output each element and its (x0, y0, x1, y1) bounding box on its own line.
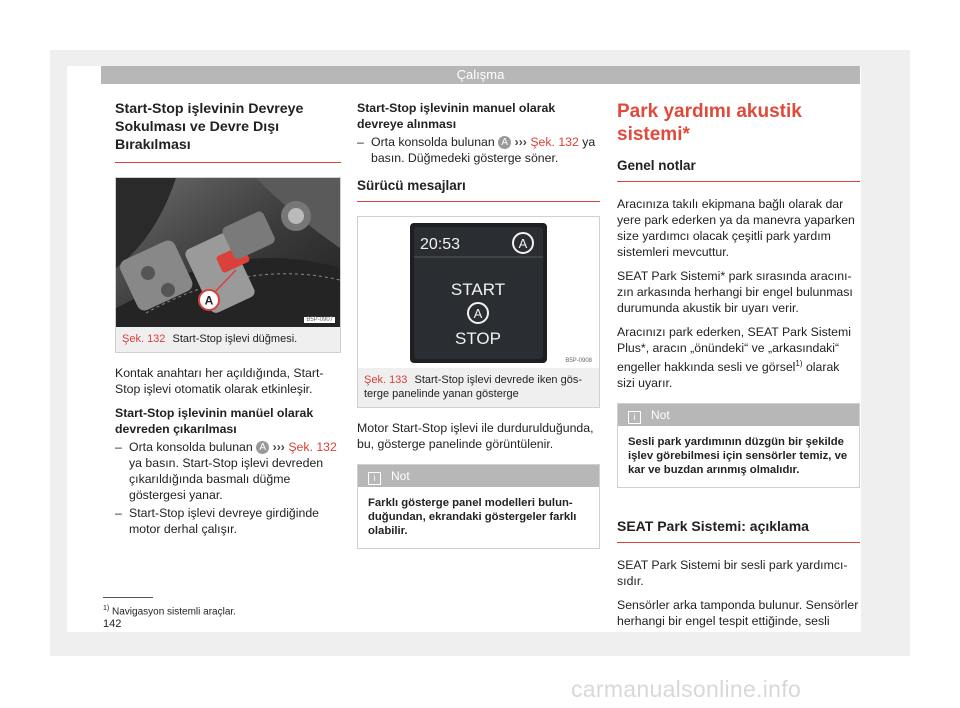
section-heading-block (357, 178, 600, 202)
list-dash: – (115, 440, 122, 454)
figure-label-a: A (204, 293, 214, 308)
paragraph: SEAT Park Sistemi bir sesli park yardımcısıdır. (617, 558, 848, 589)
note-title: Not (391, 469, 410, 483)
figure-link[interactable]: Şek. 132 (288, 440, 337, 454)
watermark: carmanualsonline.info (571, 676, 802, 702)
figure-132 (115, 177, 341, 353)
display-start-label: START (450, 280, 506, 299)
figure-link[interactable]: Şek. 132 (530, 135, 579, 149)
column-left (115, 96, 341, 545)
paragraph-text: Aracınızı park ederken, SEAT Park Sistemi Plus*, aracın „önündeki“ ve „arkasındaki“ engeller hakkında sesli ve görsel (617, 325, 851, 375)
list-dash: – (115, 506, 122, 520)
subheading: Start-Stop işlevinin manuel olarak devreye alınması (357, 101, 556, 131)
start-stop-icon: A (473, 306, 483, 321)
display-stop-label: STOP (455, 329, 501, 348)
page-number: 142 (103, 618, 122, 630)
list-item (115, 505, 341, 537)
section-header: Çalışma (101, 66, 860, 84)
footnote (103, 605, 236, 617)
subheading: Start-Stop işlevinin manüel olarak devreden çıkarılması (115, 406, 314, 436)
console-photo-illustration (116, 178, 340, 327)
list-item-text: Orta konsolda bulunan (371, 135, 495, 149)
button-a-badge: A (256, 441, 269, 454)
section-heading-block (115, 100, 341, 163)
figure-ref: Şek. 133 (364, 374, 408, 386)
auto-stop-icon: A (518, 236, 528, 251)
paragraph: Sensörler arka tamponda bulunur. Sensörler herhangi bir engel tespit ettiğinde, sesli (617, 598, 859, 629)
footnote-divider (103, 597, 153, 598)
list-item-text: Orta konsolda bulunan (129, 440, 253, 454)
figure-caption (116, 327, 340, 352)
list-item (357, 134, 600, 166)
figure-ref: Şek. 132 (122, 333, 166, 345)
figure-133 (357, 216, 600, 408)
chevron-icon: ››› (514, 135, 527, 149)
paragraph (617, 324, 860, 391)
list-item-text: ya basın. Düğmedeki gösterge söner. (371, 135, 596, 165)
note-box (357, 464, 600, 549)
paragraph-text: olarak sizi uyarır. (617, 360, 840, 391)
instrument-display-illustration (358, 217, 599, 368)
figure-caption (358, 368, 599, 407)
note-title: Not (651, 408, 670, 423)
button-a-badge: A (498, 136, 511, 149)
info-icon: i (368, 472, 381, 485)
column-middle (357, 96, 600, 549)
paragraph: Aracınıza takılı ekipmana bağlı olarak dar yere park ederken ya da manevra yaparken size yardımcı olacak çeşitli park yardım sistemleri mevcuttur. (617, 197, 855, 259)
paragraph: Motor Start-Stop işlevi ile durdurulduğunda, bu, gösterge panelinde görüntülenir. (357, 421, 594, 451)
figure-code: B5P-0908 (565, 358, 592, 364)
paragraph: SEAT Park Sistemi* park sırasında aracınızın arkasında herhangi bir engel bulunması durumunda akustik bir uyarı verir. (617, 269, 853, 315)
note-box (617, 403, 860, 488)
section-heading: SEAT Park Sistemi: açıklama (617, 518, 809, 535)
footnote-text: Navigasyon sistemli araçlar. (112, 606, 236, 618)
section-heading: Sürücü mesajları (357, 178, 466, 193)
footnote-number: 1) (103, 605, 110, 612)
figure-image-dashboard (358, 217, 599, 368)
list-item-text: Start-Stop işlevi devreye girdiğinde motor derhal çalışır. (129, 506, 320, 536)
column-right (617, 96, 860, 637)
list-dash: – (357, 135, 364, 149)
figure-image-start-stop-button (116, 178, 340, 327)
section-heading-block (617, 158, 860, 182)
figure-caption-text: Start-Stop işlevi devrede iken gösterge panelinde yanan gösterge (364, 374, 583, 400)
note-body: Farklı gösterge panel modelleri bulunduğundan, ekrandaki göstergeler farklı olabilir. (368, 497, 577, 537)
section-heading: Genel notlar (617, 158, 696, 173)
note-header (358, 465, 599, 487)
figure-caption-text: Start-Stop işlevi düğmesi. (172, 333, 298, 345)
figure-code: B5P-0907 (306, 317, 333, 323)
section-heading-block (617, 518, 860, 543)
list-item (115, 439, 341, 503)
display-time: 20:53 (420, 236, 461, 253)
footnote-marker[interactable]: 1) (795, 359, 803, 368)
chevron-icon: ››› (272, 440, 285, 454)
paragraph: Kontak anahtarı her açıldığında, Start-Stop işlevi otomatik olarak etkinleşir. (115, 366, 324, 396)
info-icon: i (628, 411, 641, 424)
note-header (618, 404, 859, 426)
section-heading: Start-Stop işlevinin Devreye Sokulması ve Devre Dışı Bırakılması (115, 101, 304, 153)
note-body: Sesli park yardımının düzgün bir şekilde işlev görebilmesi için sensörler temiz, ve kar ve buzdan arınmış olmalıdır. (628, 436, 848, 477)
chapter-title: Park yardımı akustik sistemi* (617, 101, 802, 145)
list-item-text: ya basın. Start-Stop işlevi devreden çıkarıldığında basmalı düğme göstergesi yanar. (129, 456, 324, 502)
